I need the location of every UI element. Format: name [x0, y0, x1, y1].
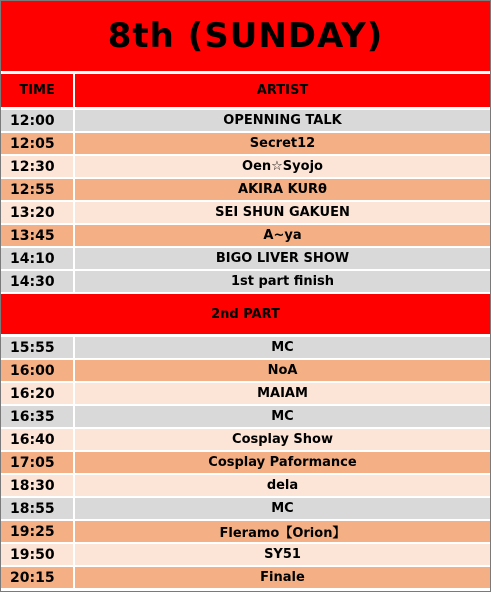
- artist-cell: Oen☆Syojo: [73, 156, 490, 177]
- table-row: [1, 360, 490, 383]
- table-row: [1, 179, 490, 202]
- artist-cell: SY51: [73, 544, 490, 565]
- artist-cell: NoA: [73, 360, 490, 381]
- time-cell: 16:00: [10, 362, 55, 379]
- time-cell: 18:55: [10, 500, 55, 517]
- artist-cell: A~ya: [73, 225, 490, 246]
- time-cell: 12:55: [10, 181, 55, 198]
- artist-cell: MC: [73, 498, 490, 519]
- artist-cell: Secret12: [73, 133, 490, 154]
- time-cell: 17:05: [10, 454, 55, 471]
- artist-cell: BIGO LIVER SHOW: [73, 248, 490, 269]
- table-row: [1, 475, 490, 498]
- table-row: [1, 498, 490, 521]
- artist-cell: Cosplay Paformance: [73, 452, 490, 473]
- time-cell: 16:20: [10, 385, 55, 402]
- table-row: [1, 110, 490, 133]
- time-cell: 12:30: [10, 158, 55, 175]
- table-row: [1, 544, 490, 567]
- time-cell: 16:35: [10, 408, 55, 425]
- table-row: [1, 225, 490, 248]
- time-cell: 13:45: [10, 227, 55, 244]
- artist-cell: Finale: [73, 567, 490, 588]
- table-row: [1, 133, 490, 156]
- time-cell: 16:40: [10, 431, 55, 448]
- artist-cell: SEI SHUN GAKUEN: [73, 202, 490, 223]
- time-cell: 19:50: [10, 546, 55, 563]
- table-row: [1, 452, 490, 475]
- time-cell: 19:25: [10, 523, 55, 540]
- artist-cell: Fleramo【Orion】: [73, 521, 490, 542]
- time-cell: 15:55: [10, 339, 55, 356]
- time-cell: 14:10: [10, 250, 55, 267]
- table-row: [1, 521, 490, 544]
- page-title: 8th (SUNDAY): [1, 1, 490, 74]
- table-row: [1, 202, 490, 225]
- table-row: [1, 271, 490, 294]
- time-cell: 12:05: [10, 135, 55, 152]
- time-cell: 20:15: [10, 569, 55, 586]
- artist-cell: Cosplay Show: [73, 429, 490, 450]
- part2-rows: [1, 337, 490, 590]
- table-header: [1, 74, 490, 110]
- time-cell: 14:30: [10, 273, 55, 290]
- artist-cell: OPENNING TALK: [73, 110, 490, 131]
- artist-column-header: ARTIST: [73, 74, 490, 107]
- artist-cell: MC: [73, 406, 490, 427]
- table-row: [1, 429, 490, 452]
- section-header-2nd-part: 2nd PART: [1, 294, 490, 337]
- artist-cell: dela: [73, 475, 490, 496]
- table-row: [1, 383, 490, 406]
- table-row: [1, 248, 490, 271]
- time-column-header: TIME: [1, 74, 73, 107]
- table-row: [1, 337, 490, 360]
- table-row: [1, 406, 490, 429]
- artist-cell: AKIRA KURθ: [73, 179, 490, 200]
- time-cell: 12:00: [10, 112, 55, 129]
- artist-cell: 1st part finish: [73, 271, 490, 292]
- table-row: [1, 567, 490, 590]
- artist-cell: MC: [73, 337, 490, 358]
- table-row: [1, 156, 490, 179]
- artist-cell: MAIAM: [73, 383, 490, 404]
- part1-rows: [1, 110, 490, 294]
- time-cell: 13:20: [10, 204, 55, 221]
- time-cell: 18:30: [10, 477, 55, 494]
